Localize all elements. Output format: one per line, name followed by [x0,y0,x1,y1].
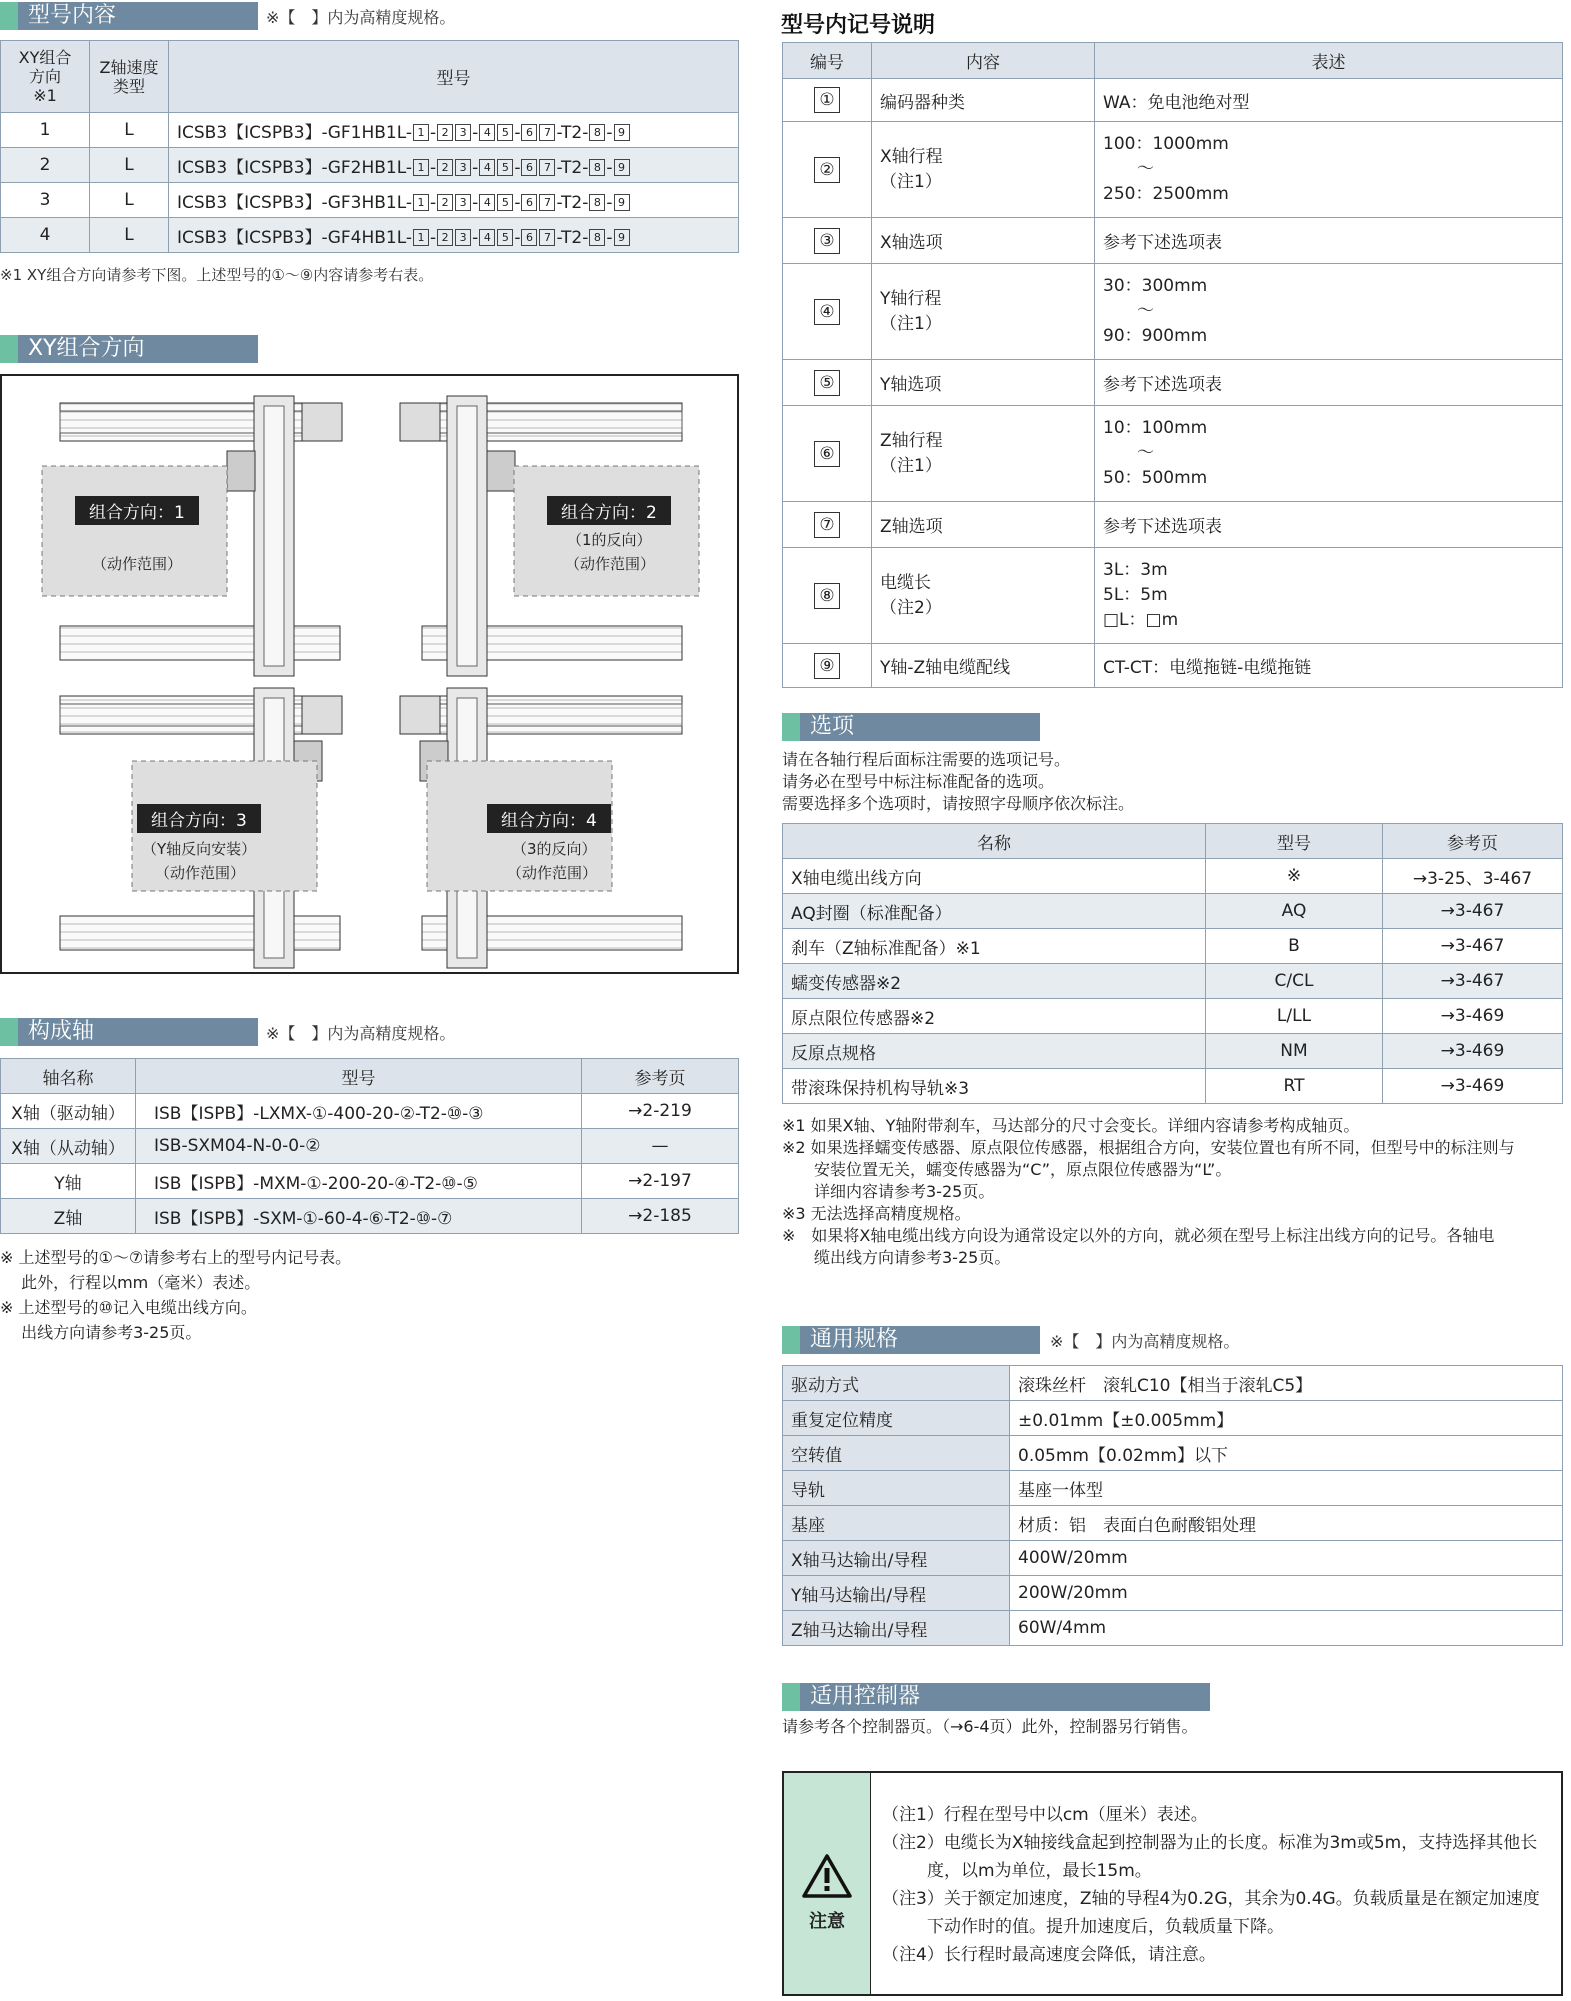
option-name: 蠕变传感器※2 [783,964,1206,999]
axis-model: ISB【ISPB】-MXM-①-200-20-④-T2-⑩-⑤ [136,1164,582,1199]
panel-2-sub1: （1的反向） [567,531,652,549]
section-title-text: XY组合方向 [28,336,145,361]
model-cell: ICSB3【ICSPB3】-GF3HB1L- 1 - 2 3 - 4 5 - 6 7 -T2- 8 - 9 [169,183,739,218]
option-page: →3-469 [1383,1034,1563,1069]
symbol-number: ⑤ [814,370,840,396]
table-row [1,1129,739,1164]
options-note-line: 缆出线方向请参考3-25页。 [782,1248,1011,1267]
panel-3-sub2: （动作范围） [155,864,246,882]
symbol-desc: 参考下述选项表 [1095,360,1563,406]
symbol-number: ④ [814,299,840,325]
table-row [783,1471,1563,1506]
table-row [783,859,1563,894]
option-model: L/LL [1206,999,1383,1034]
options-intro-line: 需要选择多个选项时，请按照字母顺序依次标注。 [782,794,1135,813]
table-row [783,79,1563,122]
axes-note-line: 此外，行程以mm（毫米）表述。 [0,1273,261,1292]
symbol-desc: 参考下述选项表 [1095,218,1563,264]
axis-name: X轴（驱动轴） [1,1094,136,1129]
options-note-line: ※3 无法选择高精度规格。 [782,1204,971,1223]
table-row [783,999,1563,1034]
options-note-line: ※ 如果将X轴电缆出线方向设为通常设定以外的方向，就必须在型号上标注出线方向的记号。各轴电 [782,1226,1495,1245]
option-page: →3-469 [1383,999,1563,1034]
table-row [783,1436,1563,1471]
symbol-number: ③ [814,228,840,254]
options-note-line: 安装位置无关，蠕变传感器为“C”，原点限位传感器为“L”。 [782,1160,1232,1179]
section-title-text: 型号内容 [28,3,117,28]
model-prefix: ICSB3【ICSPB3】-GF1HB1L- [177,122,413,143]
z-type-cell: L [90,183,169,218]
controller-title [782,1683,1210,1711]
controller-text: 请参考各个控制器页。（→6-4页）此外，控制器另行销售。 [782,1717,1198,1736]
symbol-content: X轴行程 （注1） [872,122,1095,218]
col-no: 编号 [783,43,872,79]
model-content-table [0,40,739,253]
option-name: AQ封圈（标准配备） [783,894,1206,929]
symbol-number: ⑥ [814,441,840,467]
warning-icon [801,1853,853,1899]
col-option-page: 参考页 [1383,824,1563,859]
model-cell: ICSB3【ICSPB3】-GF1HB1L- 1 - 2 3 - 4 5 - 6 7 -T2- 8 - 9 [169,113,739,148]
symbol-desc: 10：100mm ～ 50：500mm [1095,406,1563,502]
model-prefix: ICSB3【ICSPB3】-GF4HB1L- [177,227,413,248]
option-model: RT [1206,1069,1383,1104]
caution-item: （注4）长行程时最高速度会降低，请注意。 [882,1945,1216,1965]
caution-item: （注2）电缆长为X轴接线盒起到控制器为止的长度。标准为3m或5m，支持选择其他长度，以m为单位，最长15m。 [882,1833,1538,1881]
z-type-cell: L [90,113,169,148]
table-row [783,1366,1563,1401]
spec-key: 空转值 [783,1436,1010,1471]
axis-name: Y轴 [1,1164,136,1199]
panel-3-label: 组合方向：3 [137,804,261,833]
z-type-cell: L [90,218,169,253]
options-title [782,713,1040,741]
general-spec-table [782,1365,1563,1646]
symbol-content: Z轴行程 （注1） [872,406,1095,502]
section-title-text: 构成轴 [28,1019,95,1044]
spec-value: 400W/20mm [1010,1541,1563,1576]
table-row [783,360,1563,406]
section-title-text: 适用控制器 [810,1684,921,1709]
option-name: 原点限位传感器※2 [783,999,1206,1034]
table-row [783,1401,1563,1436]
general-spec-title [782,1326,1040,1354]
spec-value: 60W/4mm [1010,1611,1563,1646]
axes-note: ※【 】内为高精度规格。 [266,1024,456,1043]
col-axis-model: 型号 [136,1059,582,1094]
spec-key: 重复定位精度 [783,1401,1010,1436]
option-name: 反原点规格 [783,1034,1206,1069]
col-model: 型号 [169,41,739,113]
section-title-text: 选项 [810,714,855,739]
option-model: B [1206,929,1383,964]
table-row [1,1094,739,1129]
panel-4-sub1: （3的反向） [512,840,597,858]
table-row [783,1506,1563,1541]
section-title-text: 通用规格 [810,1327,899,1352]
z-type-cell: L [90,148,169,183]
symbol-content: Y轴-Z轴电缆配线 [872,644,1095,688]
table-row [783,406,1563,502]
panel-4-sub2: （动作范围） [507,864,598,882]
options-intro [782,749,1134,815]
option-name: 带滚珠保持机构导轨※3 [783,1069,1206,1104]
table-row [783,1611,1563,1646]
col-axis-name: 轴名称 [1,1059,136,1094]
col-option-name: 名称 [783,824,1206,859]
symbol-number: ⑧ [814,583,840,609]
symbol-desc: WA：免电池绝对型 [1095,79,1563,122]
axes-title [0,1018,258,1046]
table-row [783,218,1563,264]
axis-page: — [582,1129,739,1164]
symbol-desc: 30：300mm ～ 90：900mm [1095,264,1563,360]
option-page: →3-467 [1383,964,1563,999]
panel-1-sub2: （动作范围） [92,555,183,573]
axis-model: ISB-SXM04-N-0-0-② [136,1129,582,1164]
option-model: C/CL [1206,964,1383,999]
spec-value: 200W/20mm [1010,1576,1563,1611]
xy-direction-drawing [2,376,737,972]
options-note-line: ※1 如果X轴、Y轴附带刹车，马达部分的尺寸会变长。详细内容请参考构成轴页。 [782,1116,1360,1135]
option-name: X轴电缆出线方向 [783,859,1206,894]
axes-note-line: 出线方向请参考3-25页。 [0,1323,202,1342]
caution-item: （注1）行程在型号中以cm（厘米）表述。 [882,1805,1208,1825]
model-cell: ICSB3【ICSPB3】-GF4HB1L- 1 - 2 3 - 4 5 - 6 7 -T2- 8 - 9 [169,218,739,253]
model-footnote: ※1 XY组合方向请参考下图。上述型号的①～⑨内容请参考右表。 [0,266,434,284]
axis-page: →2-219 [582,1094,739,1129]
model-prefix: ICSB3【ICSPB3】-GF3HB1L- [177,192,413,213]
xy-dir-cell: 2 [1,148,90,183]
spec-value: 0.05mm【0.02mm】以下 [1010,1436,1563,1471]
symbol-desc: 100：1000mm ～ 250：2500mm [1095,122,1563,218]
symbol-desc: CT-CT：电缆拖链-电缆拖链 [1095,644,1563,688]
caution-side [784,1773,871,1994]
symbols-title: 型号内记号说明 [781,13,936,38]
model-cell: ICSB3【ICSPB3】-GF2HB1L- 1 - 2 3 - 4 5 - 6 7 -T2- 8 - 9 [169,148,739,183]
axes-notes [0,1245,351,1345]
table-row [783,1541,1563,1576]
spec-key: X轴马达输出/导程 [783,1541,1010,1576]
panel-2-label: 组合方向：2 [547,496,671,525]
xy-direction-title [0,335,258,363]
symbols-table [782,42,1563,688]
xy-dir-cell: 3 [1,183,90,218]
table-row [1,218,739,253]
axis-page: →2-185 [582,1199,739,1234]
panel-1-label: 组合方向：1 [75,496,199,525]
xy-direction-diagram [0,374,739,974]
table-row [783,122,1563,218]
col-xy-direction: XY组合 方向 ※1 [1,41,90,113]
option-page: →3-467 [1383,929,1563,964]
symbol-desc: 参考下述选项表 [1095,502,1563,548]
option-page: →3-25、3-467 [1383,859,1563,894]
axes-note-line: ※ 上述型号的①～⑦请参考右上的型号内记号表。 [0,1248,352,1267]
table-row [783,502,1563,548]
table-row [1,1199,739,1234]
table-row [1,1164,739,1199]
spec-value: 材质：铝 表面白色耐酸铝处理 [1010,1506,1563,1541]
spec-value: 滚珠丝杆 滚轧C10【相当于滚轧C5】 [1010,1366,1563,1401]
panel-4-label: 组合方向：4 [487,804,611,833]
table-row [783,548,1563,644]
symbol-content: Y轴行程 （注1） [872,264,1095,360]
panel-3-sub1: （Y轴反向安装） [142,840,257,858]
axes-note-line: ※ 上述型号的⑩记入电缆出线方向。 [0,1298,257,1317]
option-model: ※ [1206,859,1383,894]
caution-text [882,1801,1553,1969]
axis-model: ISB【ISPB】-LXMX-①-400-20-②-T2-⑩-③ [136,1094,582,1129]
symbol-number: ① [814,87,840,113]
spec-key: Y轴马达输出/导程 [783,1576,1010,1611]
option-page: →3-469 [1383,1069,1563,1104]
axis-model: ISB【ISPB】-SXM-①-60-4-⑥-T2-⑩-⑦ [136,1199,582,1234]
table-row [1,183,739,218]
axis-page: →2-197 [582,1164,739,1199]
table-row [783,964,1563,999]
options-intro-line: 请在各轴行程后面标注需要的选项记号。 [782,750,1071,769]
col-z-speed: Z轴速度 类型 [90,41,169,113]
table-row [783,1576,1563,1611]
col-option-model: 型号 [1206,824,1383,859]
caution-label: 注意 [809,1911,845,1932]
model-content-title [0,2,258,30]
axis-name: X轴（从动轴） [1,1129,136,1164]
col-desc: 表述 [1095,43,1563,79]
options-note-line: 详细内容请参考3-25页。 [782,1182,995,1201]
table-row [783,644,1563,688]
spec-key: 导轨 [783,1471,1010,1506]
xy-dir-cell: 1 [1,113,90,148]
option-model: AQ [1206,894,1383,929]
options-table [782,823,1563,1104]
table-row [1,113,739,148]
symbol-content: X轴选项 [872,218,1095,264]
options-intro-line: 请务必在型号中标注标准配备的选项。 [782,772,1055,791]
symbol-content: 电缆长 （注2） [872,548,1095,644]
high-precision-note: ※【 】内为高精度规格。 [266,8,456,27]
spec-value: ±0.01mm【±0.005mm】 [1010,1401,1563,1436]
options-notes [782,1115,1567,1269]
symbol-number: ② [814,157,840,183]
option-model: NM [1206,1034,1383,1069]
caution-box [782,1771,1563,1996]
spec-value: 基座一体型 [1010,1471,1563,1506]
model-prefix: ICSB3【ICSPB3】-GF2HB1L- [177,157,413,178]
table-row [783,894,1563,929]
option-page: →3-467 [1383,894,1563,929]
axes-table [0,1058,739,1234]
panel-2-sub2: （动作范围） [565,555,656,573]
symbol-content: Y轴选项 [872,360,1095,406]
symbol-content: Z轴选项 [872,502,1095,548]
options-note-line: ※2 如果选择蠕变传感器、原点限位传感器，根据组合方向，安装位置也有所不同，但型号中的标注则与 [782,1138,1515,1157]
table-row [783,1034,1563,1069]
symbol-content: 编码器种类 [872,79,1095,122]
table-row [1,148,739,183]
option-name: 刹车（Z轴标准配备）※1 [783,929,1206,964]
symbol-desc: 3L：3m 5L：5m □L：□m [1095,548,1563,644]
table-row [783,264,1563,360]
table-row [783,1069,1563,1104]
xy-dir-cell: 4 [1,218,90,253]
symbol-number: ⑨ [814,653,840,679]
spec-key: 基座 [783,1506,1010,1541]
spec-key: 驱动方式 [783,1366,1010,1401]
axis-name: Z轴 [1,1199,136,1234]
spec-key: Z轴马达输出/导程 [783,1611,1010,1646]
general-spec-note: ※【 】内为高精度规格。 [1050,1332,1240,1351]
col-content: 内容 [872,43,1095,79]
caution-item: （注3）关于额定加速度，Z轴的导程4为0.2G，其余为0.4G。负载质量是在额定加速度下动作时的值。提升加速度后，负载质量下降。 [882,1889,1540,1937]
table-row [783,929,1563,964]
col-axis-page: 参考页 [582,1059,739,1094]
symbol-number: ⑦ [814,512,840,538]
